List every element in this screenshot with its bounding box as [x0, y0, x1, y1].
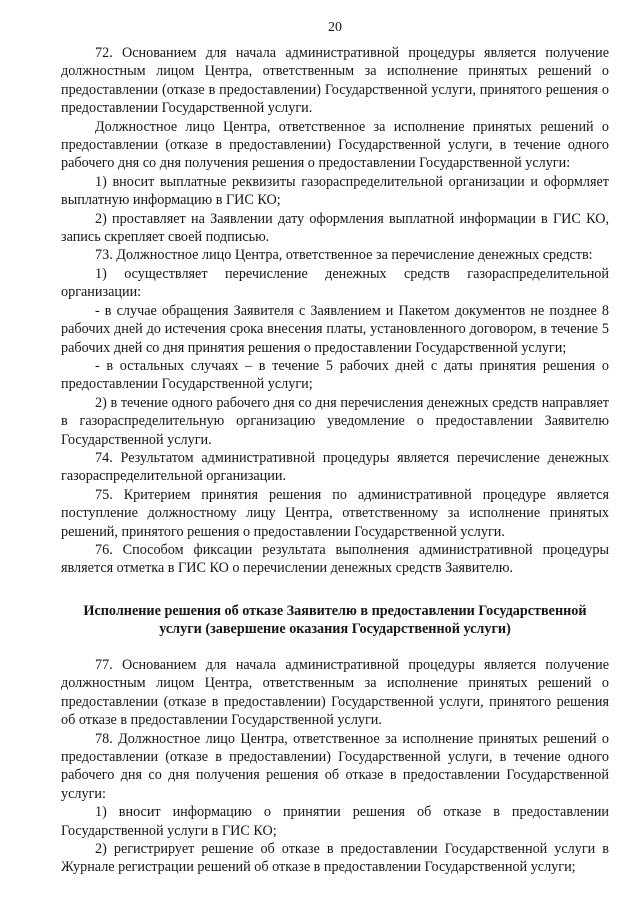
paragraph-72: 72. Основанием для начала административной процедуры является получение должностным лицом Центра, ответственным за исполнение принятых решений о предоставлении (отказе в предоставлении) Государственной услуги, принятого решения о предоставлении Государственной услуги.: [61, 45, 609, 117]
paragraph-76: 76. Способом фиксации результата выполнения административной процедуры является отметка в ГИС КО о перечислении денежных средств Заявителю.: [61, 541, 609, 577]
section-b: [61, 656, 609, 877]
paragraph-72-official: Должностное лицо Центра, ответственное за исполнение принятых решений о предоставлении (отказе в предоставлении) Государственной услуги, в течение одного рабочего дня со дня получения решения о предоставлении Государственной услуги:: [61, 118, 609, 172]
paragraph-75: 75. Критерием принятия решения по административной процедуре является поступление должностному лицу Центра, ответственному за исполнение принятых решений, принятого решения о предоставлении Государственной услуги.: [61, 486, 609, 540]
list-item-73-1-a: - в случае обращения Заявителя с Заявлением и Пакетом документов не позднее 8 рабочих дней до истечения срока внесения платы, установленного договором, в течение 5 рабочих дней со дня принятия решения о предоставлении Государственной услуги;: [61, 302, 609, 356]
list-item-78-1: 1) вносит информацию о принятии решения об отказе в предоставлении Государственной услуги в ГИС КО;: [61, 804, 609, 839]
list-item-73-2: 2) в течение одного рабочего дня со дня перечисления денежных средств направляет в газораспределительную организацию уведомление о предоставлении Заявителю Государственной услуги.: [61, 394, 609, 448]
section-heading-line-2: услуги (завершение оказания Государственной услуги): [159, 621, 511, 638]
list-item-78-2: 2) регистрирует решение об отказе в предоставлении Государственной услуги в Журнале регистрации решений об отказе в предоставлении Государственной услуги;: [61, 841, 609, 876]
list-item-72-1: 1) вносит выплатные реквизиты газораспределительной организации и оформляет выплатную информацию в ГИС КО;: [61, 173, 609, 209]
paragraph-78: 78. Должностное лицо Центра, ответственное за исполнение принятых решений о предоставлении (отказе в предоставлении) Государственной услуги, в течение одного рабочего дня со дня получения решения об отказе в предоставлении Государственной услуги:: [61, 730, 609, 802]
page-number: 20: [328, 20, 342, 35]
list-item-73-1-b: - в остальных случаях – в течение 5 рабочих дней с даты принятия решения о предоставлении Государственной услуги;: [61, 357, 609, 393]
list-item-73-1: 1) осуществляет перечисление денежных средств газораспределительной организации:: [61, 265, 609, 301]
list-item-72-2: 2) проставляет на Заявлении дату оформления выплатной информации в ГИС КО, запись скрепляет своей подписью.: [61, 210, 609, 246]
section-a: [61, 44, 609, 578]
paragraph-74: 74. Результатом административной процедуры является перечисление денежных газораспределительной организации.: [61, 449, 609, 485]
paragraph-73: 73. Должностное лицо Центра, ответственное за перечисление денежных средств:: [95, 247, 593, 264]
section-heading-line-1: Исполнение решения об отказе Заявителю в предоставлении Государственной: [83, 603, 587, 619]
paragraph-77: 77. Основанием для начала административной процедуры является получение должностным лицом Центра, ответственным за исполнение принятых решений о предоставлении (отказе в предоставлении) Государственной услуги, принятого решения об отказе в предоставлении Государственной услуги.: [61, 657, 609, 729]
section-heading: [61, 602, 609, 639]
